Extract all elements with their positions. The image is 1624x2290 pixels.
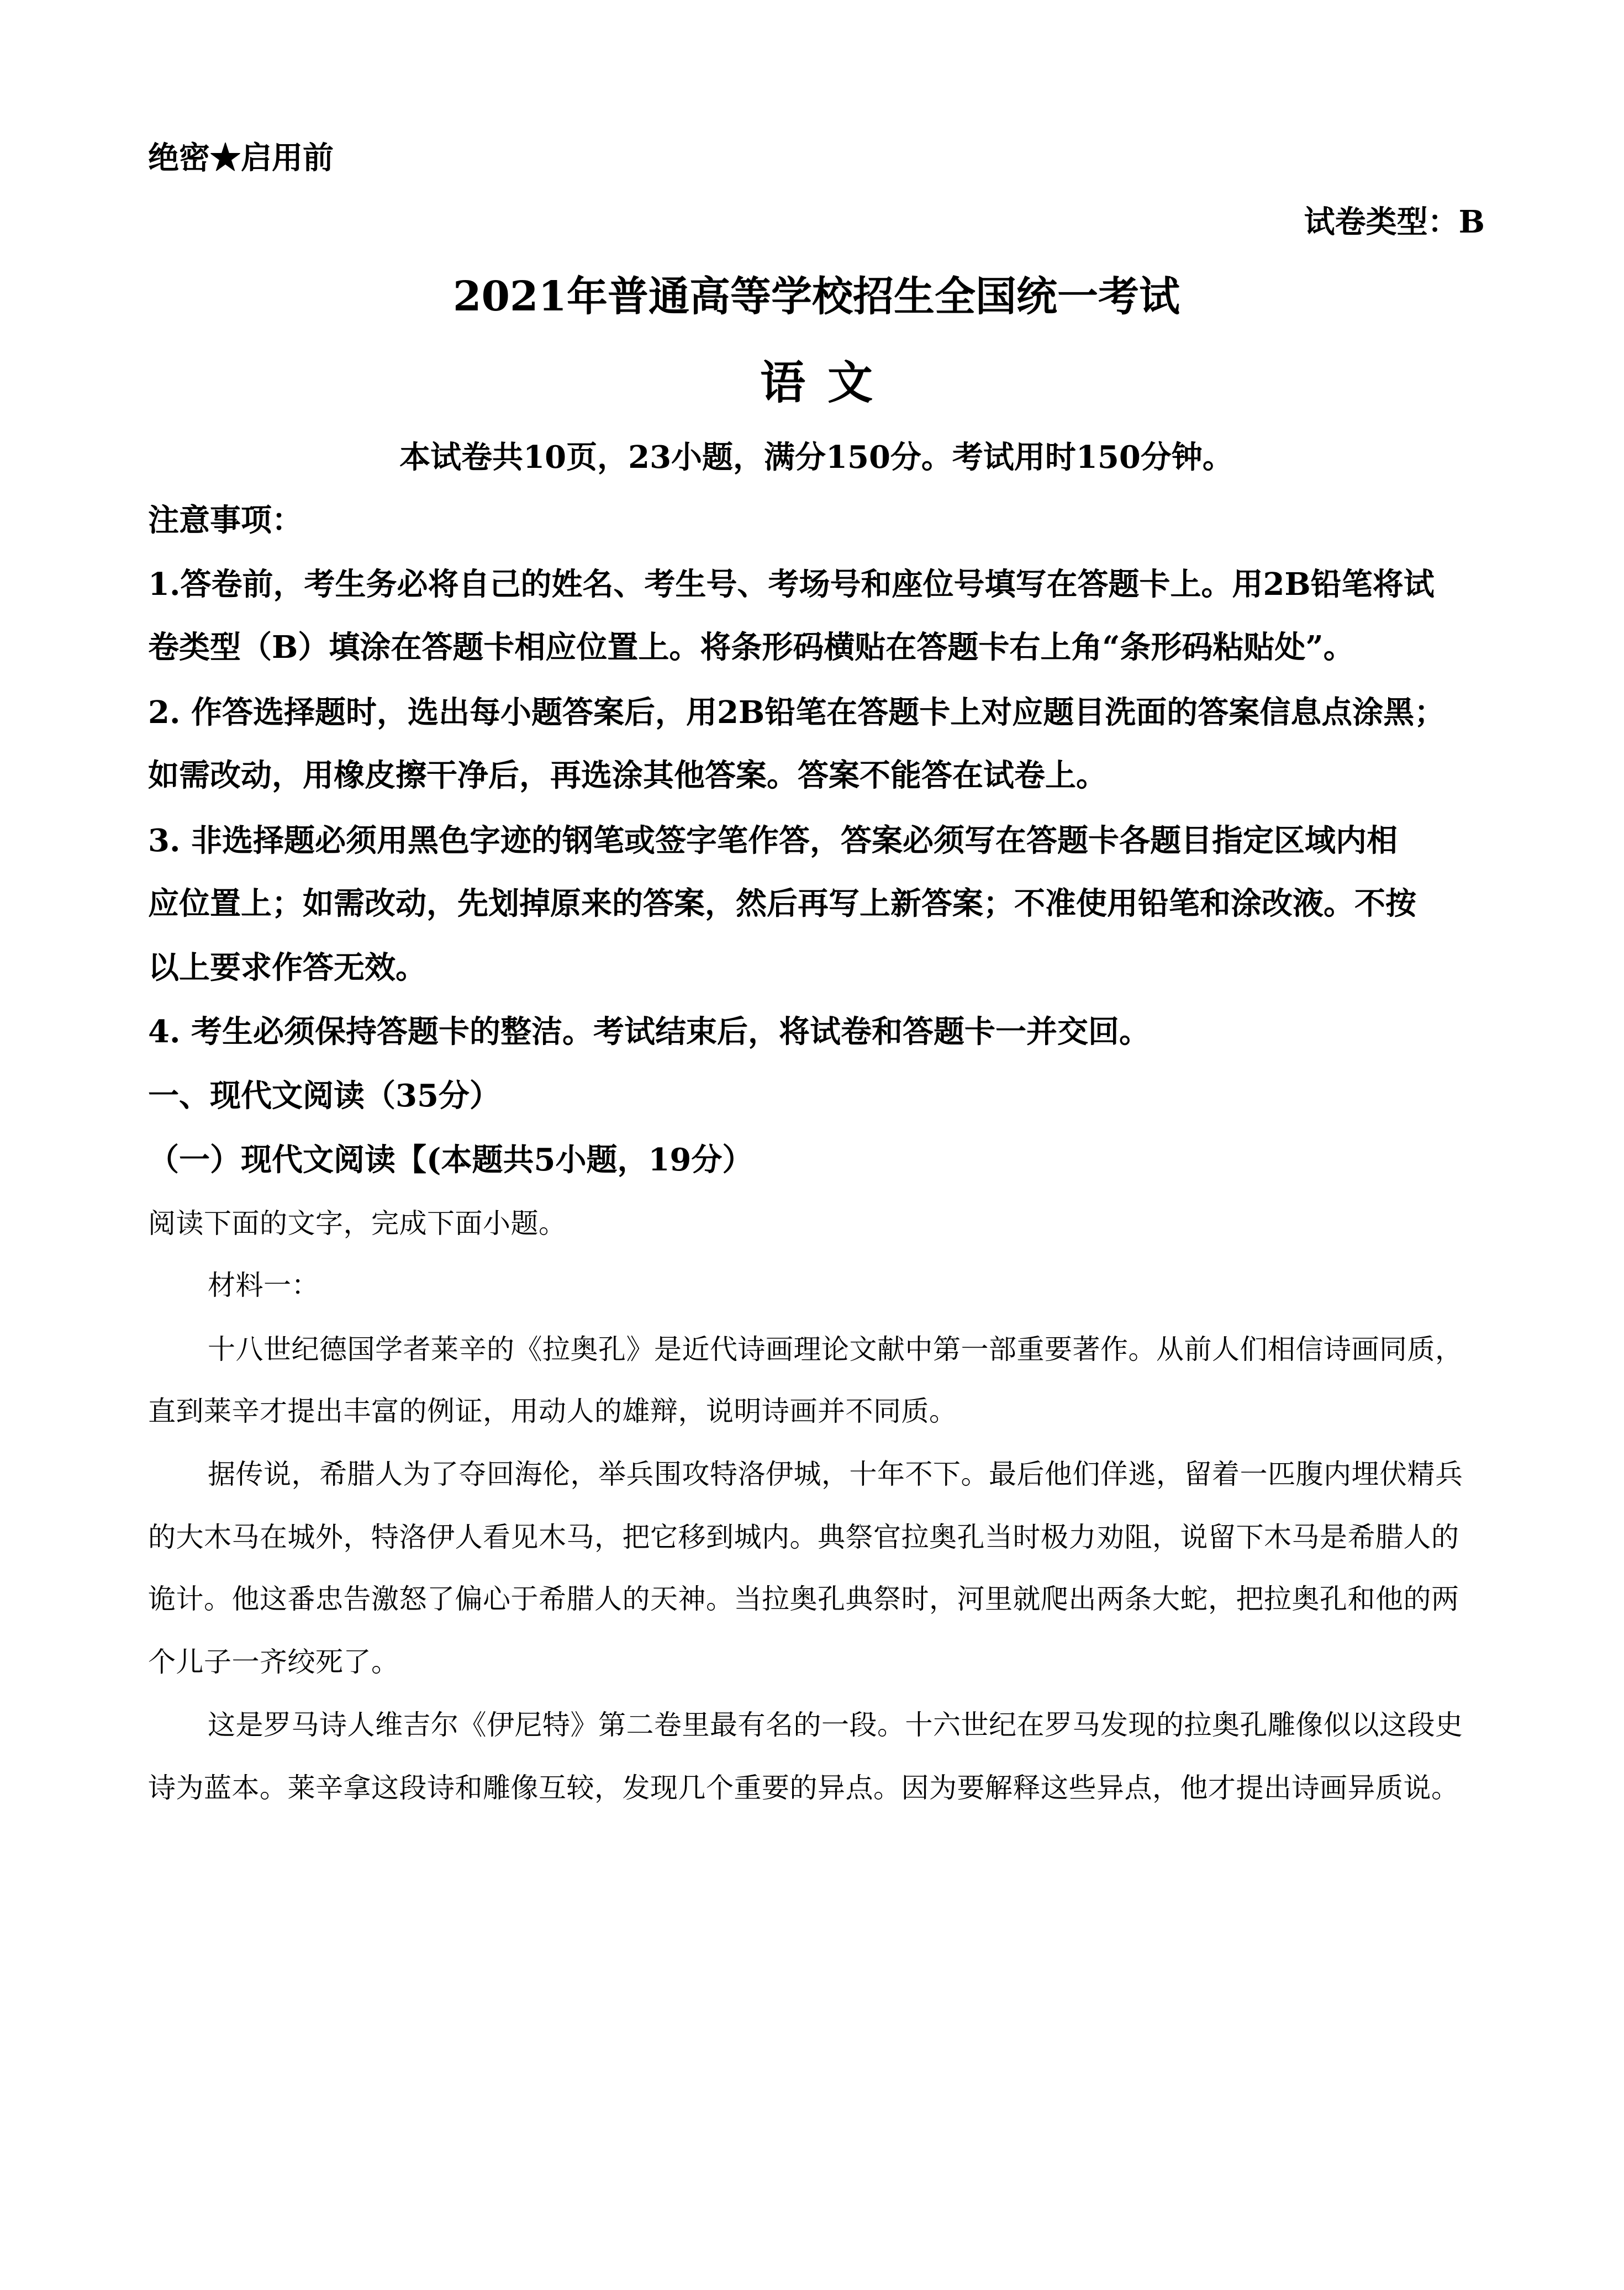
note-line: 以上要求作答无效。 bbox=[148, 949, 426, 986]
exam-title: 2021年普通高等学校招生全国统一考试 bbox=[453, 273, 1180, 320]
note-line: 4. 考生必须保持答题卡的整洁。考试结束后，将试卷和答题卡一并交回。 bbox=[148, 1014, 1150, 1050]
exam-page bbox=[148, 0, 1485, 2290]
passage-line: 直到莱辛才提出丰富的例证，用动人的雄辩，说明诗画并不同质。 bbox=[148, 1395, 957, 1427]
note-line: 卷类型（B）填涂在答题卡相应位置上。将条形码横贴在答题卡右上角“条形码粘贴处”。 bbox=[148, 629, 1354, 666]
notes-heading: 注意事项： bbox=[148, 502, 303, 539]
passage-line: 诡计。他这番忠告激怒了偏心于希腊人的天神。当拉奥孔典祭时，河里就爬出两条大蛇，把拉奥孔和他的两 bbox=[148, 1583, 1459, 1615]
note-line: 应位置上；如需改动，先划掉原来的答案，然后再写上新答案；不准使用铅笔和涂改液。不按 bbox=[148, 885, 1416, 922]
secret-mark: 绝密★启用前 bbox=[148, 140, 334, 176]
note-line: 3. 非选择题必须用黑色字迹的钢笔或签字笔作答，答案必须写在答题卡各题目指定区域内相 bbox=[148, 822, 1398, 859]
section-heading: 一、现代文阅读（35分） bbox=[148, 1078, 500, 1114]
note-line: 2. 作答选择题时，选出每小题答案后，用2B铅笔在答题卡上对应题目洗面的答案信息点涂黑； bbox=[148, 694, 1446, 731]
exam-summary: 本试卷共10页，23小题，满分150分。考试用时150分钟。 bbox=[399, 439, 1233, 476]
material-label: 材料一： bbox=[208, 1269, 319, 1301]
note-line: 如需改动，用橡皮擦干净后，再选涂其他答案。答案不能答在试卷上。 bbox=[148, 757, 1107, 794]
note-line: 1.答卷前，考生务必将自己的姓名、考生号、考场号和座位号填写在答题卡上。用2B铅笔将试 bbox=[148, 566, 1435, 603]
passage-line: 诗为蓝本。莱辛拿这段诗和雕像互较，发现几个重要的异点。因为要解释这些异点，他才提出诗画异质说。 bbox=[148, 1772, 1459, 1804]
paper-type-label: 试卷类型：B bbox=[1304, 204, 1485, 240]
subject-title: 语文 bbox=[760, 356, 895, 409]
passage-line: 的大木马在城外，特洛伊人看见木马，把它移到城内。典祭官拉奥孔当时极力劝阻，说留下木马是希腊人的 bbox=[148, 1521, 1459, 1553]
reading-instruction: 阅读下面的文字，完成下面小题。 bbox=[148, 1207, 567, 1239]
passage-line: 据传说，希腊人为了夺回海伦，举兵围攻特洛伊城，十年不下。最后他们佯逃，留着一匹腹内埋伏精兵 bbox=[208, 1458, 1463, 1490]
passage-line: 十八世纪德国学者莱辛的《拉奥孔》是近代诗画理论文献中第一部重要著作。从前人们相信诗画同质， bbox=[208, 1333, 1463, 1365]
passage-line: 个儿子一齐绞死了。 bbox=[148, 1646, 399, 1678]
section-subheading: （一）现代文阅读【(本题共5小题，19分） bbox=[148, 1142, 753, 1178]
passage-line: 这是罗马诗人维吉尔《伊尼特》第二卷里最有名的一段。十六世纪在罗马发现的拉奥孔雕像似以这段史 bbox=[208, 1709, 1463, 1741]
